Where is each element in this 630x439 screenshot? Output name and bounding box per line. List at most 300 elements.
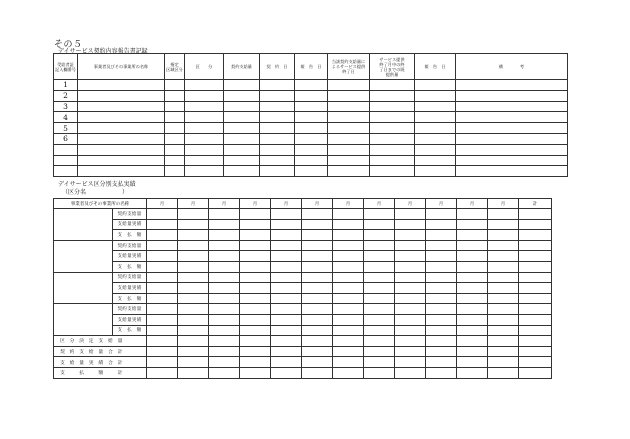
amount-cell[interactable] [457, 314, 488, 325]
amount-cell[interactable] [209, 314, 240, 325]
amount-cell[interactable] [426, 357, 457, 368]
table-cell[interactable] [78, 101, 165, 112]
table-cell[interactable] [165, 133, 185, 144]
amount-cell[interactable] [333, 346, 364, 357]
amount-cell[interactable] [519, 346, 552, 357]
amount-cell[interactable] [519, 209, 552, 220]
table-cell[interactable] [185, 155, 224, 166]
amount-cell[interactable] [519, 283, 552, 294]
table-cell[interactable] [295, 144, 328, 155]
amount-cell[interactable] [488, 283, 519, 294]
amount-cell[interactable] [178, 251, 209, 262]
amount-cell[interactable] [302, 357, 333, 368]
amount-cell[interactable] [178, 357, 209, 368]
amount-cell[interactable] [240, 336, 271, 347]
amount-cell[interactable] [457, 346, 488, 357]
table-cell[interactable] [295, 90, 328, 101]
amount-cell[interactable] [178, 293, 209, 304]
table-cell[interactable] [370, 144, 415, 155]
amount-cell[interactable] [488, 272, 519, 283]
amount-cell[interactable] [209, 283, 240, 294]
amount-cell[interactable] [426, 240, 457, 251]
amount-cell[interactable] [426, 251, 457, 262]
amount-cell[interactable] [240, 230, 271, 241]
amount-cell[interactable] [395, 209, 426, 220]
amount-cell[interactable] [209, 357, 240, 368]
table-cell[interactable] [370, 90, 415, 101]
amount-cell[interactable] [178, 304, 209, 315]
amount-cell[interactable] [271, 367, 302, 378]
table-cell[interactable] [78, 166, 165, 177]
table-cell[interactable] [456, 133, 568, 144]
amount-cell[interactable] [209, 272, 240, 283]
amount-cell[interactable] [488, 346, 519, 357]
table-cell[interactable] [260, 155, 295, 166]
table-cell[interactable] [370, 155, 415, 166]
amount-cell[interactable] [271, 251, 302, 262]
amount-cell[interactable] [488, 251, 519, 262]
amount-cell[interactable] [457, 304, 488, 315]
amount-cell[interactable] [426, 209, 457, 220]
amount-cell[interactable] [147, 357, 178, 368]
amount-cell[interactable] [271, 357, 302, 368]
table-cell[interactable] [224, 112, 260, 123]
amount-cell[interactable] [488, 304, 519, 315]
amount-cell[interactable] [426, 346, 457, 357]
amount-cell[interactable] [519, 293, 552, 304]
table-cell[interactable] [185, 133, 224, 144]
amount-cell[interactable] [395, 251, 426, 262]
amount-cell[interactable] [457, 357, 488, 368]
amount-cell[interactable] [488, 230, 519, 241]
amount-cell[interactable] [147, 283, 178, 294]
amount-cell[interactable] [271, 293, 302, 304]
table-cell[interactable] [456, 144, 568, 155]
amount-cell[interactable] [333, 261, 364, 272]
table-cell[interactable] [185, 90, 224, 101]
amount-cell[interactable] [364, 230, 395, 241]
table-cell[interactable] [224, 144, 260, 155]
amount-cell[interactable] [426, 283, 457, 294]
table-cell[interactable] [78, 144, 165, 155]
amount-cell[interactable] [333, 304, 364, 315]
amount-cell[interactable] [364, 251, 395, 262]
amount-cell[interactable] [240, 283, 271, 294]
amount-cell[interactable] [302, 336, 333, 347]
amount-cell[interactable] [488, 336, 519, 347]
table-cell[interactable] [224, 123, 260, 134]
table-cell[interactable] [78, 112, 165, 123]
amount-cell[interactable] [302, 261, 333, 272]
table-cell[interactable] [224, 166, 260, 177]
amount-cell[interactable] [302, 230, 333, 241]
table-cell[interactable] [328, 144, 370, 155]
amount-cell[interactable] [333, 314, 364, 325]
amount-cell[interactable] [271, 314, 302, 325]
table-cell[interactable] [328, 166, 370, 177]
table-cell[interactable] [260, 133, 295, 144]
table-cell[interactable] [328, 112, 370, 123]
amount-cell[interactable] [302, 272, 333, 283]
provider-name-cell[interactable] [54, 272, 113, 304]
amount-cell[interactable] [302, 314, 333, 325]
amount-cell[interactable] [209, 261, 240, 272]
amount-cell[interactable] [519, 336, 552, 347]
table-cell[interactable] [78, 155, 165, 166]
table-cell[interactable] [165, 123, 185, 134]
amount-cell[interactable] [426, 304, 457, 315]
table-cell[interactable] [78, 133, 165, 144]
amount-cell[interactable] [240, 272, 271, 283]
amount-cell[interactable] [488, 261, 519, 272]
amount-cell[interactable] [178, 314, 209, 325]
table-cell[interactable] [328, 133, 370, 144]
table-cell[interactable] [260, 101, 295, 112]
table-cell[interactable] [224, 133, 260, 144]
amount-cell[interactable] [395, 357, 426, 368]
table-cell[interactable] [185, 112, 224, 123]
amount-cell[interactable] [364, 336, 395, 347]
table-cell[interactable] [295, 155, 328, 166]
amount-cell[interactable] [240, 367, 271, 378]
amount-cell[interactable] [271, 272, 302, 283]
amount-cell[interactable] [271, 219, 302, 230]
amount-cell[interactable] [333, 230, 364, 241]
amount-cell[interactable] [240, 346, 271, 357]
amount-cell[interactable] [395, 219, 426, 230]
amount-cell[interactable] [271, 283, 302, 294]
amount-cell[interactable] [271, 346, 302, 357]
amount-cell[interactable] [240, 293, 271, 304]
amount-cell[interactable] [457, 251, 488, 262]
amount-cell[interactable] [519, 272, 552, 283]
table-cell[interactable] [328, 90, 370, 101]
amount-cell[interactable] [457, 336, 488, 347]
amount-cell[interactable] [457, 367, 488, 378]
table-cell[interactable] [260, 166, 295, 177]
amount-cell[interactable] [178, 346, 209, 357]
provider-name-cell[interactable] [54, 304, 113, 336]
amount-cell[interactable] [333, 367, 364, 378]
amount-cell[interactable] [178, 336, 209, 347]
amount-cell[interactable] [240, 261, 271, 272]
table-cell[interactable] [456, 123, 568, 134]
amount-cell[interactable] [395, 336, 426, 347]
table-cell[interactable] [415, 155, 456, 166]
amount-cell[interactable] [333, 272, 364, 283]
amount-cell[interactable] [457, 240, 488, 251]
table-cell[interactable] [370, 112, 415, 123]
amount-cell[interactable] [364, 357, 395, 368]
amount-cell[interactable] [364, 261, 395, 272]
amount-cell[interactable] [147, 272, 178, 283]
amount-cell[interactable] [395, 367, 426, 378]
amount-cell[interactable] [333, 357, 364, 368]
amount-cell[interactable] [426, 314, 457, 325]
amount-cell[interactable] [457, 230, 488, 241]
amount-cell[interactable] [178, 209, 209, 220]
table-cell[interactable] [260, 80, 295, 91]
table-cell[interactable] [185, 80, 224, 91]
table-cell[interactable] [260, 112, 295, 123]
table-cell[interactable] [165, 166, 185, 177]
amount-cell[interactable] [333, 336, 364, 347]
amount-cell[interactable] [457, 272, 488, 283]
amount-cell[interactable] [519, 240, 552, 251]
amount-cell[interactable] [178, 230, 209, 241]
table-cell[interactable] [415, 112, 456, 123]
amount-cell[interactable] [488, 314, 519, 325]
table-cell[interactable] [165, 155, 185, 166]
amount-cell[interactable] [302, 367, 333, 378]
amount-cell[interactable] [333, 325, 364, 336]
amount-cell[interactable] [302, 240, 333, 251]
amount-cell[interactable] [364, 283, 395, 294]
table-cell[interactable] [165, 90, 185, 101]
amount-cell[interactable] [209, 209, 240, 220]
amount-cell[interactable] [333, 251, 364, 262]
amount-cell[interactable] [426, 261, 457, 272]
table-cell[interactable] [370, 166, 415, 177]
amount-cell[interactable] [395, 314, 426, 325]
amount-cell[interactable] [302, 325, 333, 336]
table-cell[interactable] [328, 155, 370, 166]
table-cell[interactable] [185, 101, 224, 112]
amount-cell[interactable] [333, 219, 364, 230]
table-cell[interactable] [295, 101, 328, 112]
amount-cell[interactable] [302, 283, 333, 294]
amount-cell[interactable] [147, 240, 178, 251]
table-cell[interactable] [415, 166, 456, 177]
table-cell[interactable] [78, 80, 165, 91]
amount-cell[interactable] [488, 367, 519, 378]
amount-cell[interactable] [240, 304, 271, 315]
table-cell[interactable] [224, 90, 260, 101]
amount-cell[interactable] [271, 230, 302, 241]
amount-cell[interactable] [364, 304, 395, 315]
table-cell[interactable] [78, 123, 165, 134]
amount-cell[interactable] [426, 293, 457, 304]
table-cell[interactable] [415, 144, 456, 155]
amount-cell[interactable] [302, 346, 333, 357]
amount-cell[interactable] [395, 293, 426, 304]
amount-cell[interactable] [240, 209, 271, 220]
amount-cell[interactable] [364, 219, 395, 230]
table-cell[interactable] [165, 144, 185, 155]
amount-cell[interactable] [240, 314, 271, 325]
amount-cell[interactable] [364, 272, 395, 283]
amount-cell[interactable] [519, 304, 552, 315]
amount-cell[interactable] [147, 219, 178, 230]
table-cell[interactable] [456, 101, 568, 112]
amount-cell[interactable] [457, 219, 488, 230]
amount-cell[interactable] [457, 283, 488, 294]
amount-cell[interactable] [209, 219, 240, 230]
table-cell[interactable] [328, 101, 370, 112]
table-cell[interactable] [78, 90, 165, 101]
table-cell[interactable] [370, 101, 415, 112]
amount-cell[interactable] [147, 336, 178, 347]
table-cell[interactable] [185, 166, 224, 177]
amount-cell[interactable] [271, 304, 302, 315]
amount-cell[interactable] [457, 209, 488, 220]
amount-cell[interactable] [364, 325, 395, 336]
amount-cell[interactable] [147, 293, 178, 304]
table-cell[interactable] [224, 155, 260, 166]
amount-cell[interactable] [333, 283, 364, 294]
amount-cell[interactable] [271, 336, 302, 347]
amount-cell[interactable] [302, 219, 333, 230]
amount-cell[interactable] [519, 230, 552, 241]
amount-cell[interactable] [364, 293, 395, 304]
amount-cell[interactable] [209, 304, 240, 315]
amount-cell[interactable] [178, 283, 209, 294]
amount-cell[interactable] [519, 261, 552, 272]
amount-cell[interactable] [519, 314, 552, 325]
table-cell[interactable] [295, 133, 328, 144]
amount-cell[interactable] [395, 272, 426, 283]
amount-cell[interactable] [271, 209, 302, 220]
table-cell[interactable] [295, 112, 328, 123]
amount-cell[interactable] [147, 209, 178, 220]
amount-cell[interactable] [178, 219, 209, 230]
amount-cell[interactable] [178, 240, 209, 251]
amount-cell[interactable] [209, 230, 240, 241]
table-cell[interactable] [415, 90, 456, 101]
amount-cell[interactable] [302, 251, 333, 262]
amount-cell[interactable] [147, 251, 178, 262]
table-cell[interactable] [456, 90, 568, 101]
amount-cell[interactable] [240, 240, 271, 251]
amount-cell[interactable] [519, 357, 552, 368]
amount-cell[interactable] [178, 261, 209, 272]
amount-cell[interactable] [364, 314, 395, 325]
provider-name-cell[interactable] [54, 209, 113, 241]
amount-cell[interactable] [147, 346, 178, 357]
amount-cell[interactable] [426, 230, 457, 241]
amount-cell[interactable] [240, 357, 271, 368]
table-cell[interactable] [370, 123, 415, 134]
table-cell[interactable] [165, 112, 185, 123]
table-cell[interactable] [456, 112, 568, 123]
amount-cell[interactable] [302, 293, 333, 304]
amount-cell[interactable] [426, 219, 457, 230]
table-cell[interactable] [165, 80, 185, 91]
amount-cell[interactable] [457, 293, 488, 304]
amount-cell[interactable] [426, 325, 457, 336]
table-cell[interactable] [295, 80, 328, 91]
amount-cell[interactable] [333, 209, 364, 220]
amount-cell[interactable] [240, 325, 271, 336]
amount-cell[interactable] [488, 219, 519, 230]
amount-cell[interactable] [364, 346, 395, 357]
amount-cell[interactable] [395, 261, 426, 272]
amount-cell[interactable] [519, 251, 552, 262]
amount-cell[interactable] [519, 367, 552, 378]
amount-cell[interactable] [488, 209, 519, 220]
amount-cell[interactable] [333, 240, 364, 251]
amount-cell[interactable] [240, 219, 271, 230]
amount-cell[interactable] [147, 230, 178, 241]
table-cell[interactable] [185, 123, 224, 134]
table-cell[interactable] [370, 133, 415, 144]
amount-cell[interactable] [209, 293, 240, 304]
amount-cell[interactable] [302, 209, 333, 220]
amount-cell[interactable] [519, 219, 552, 230]
table-cell[interactable] [295, 123, 328, 134]
amount-cell[interactable] [271, 261, 302, 272]
amount-cell[interactable] [395, 240, 426, 251]
amount-cell[interactable] [209, 367, 240, 378]
amount-cell[interactable] [395, 230, 426, 241]
table-cell[interactable] [224, 101, 260, 112]
table-cell[interactable] [185, 144, 224, 155]
amount-cell[interactable] [333, 293, 364, 304]
table-cell[interactable] [415, 133, 456, 144]
amount-cell[interactable] [178, 367, 209, 378]
amount-cell[interactable] [209, 325, 240, 336]
amount-cell[interactable] [395, 346, 426, 357]
table-cell[interactable] [415, 101, 456, 112]
table-cell[interactable] [165, 101, 185, 112]
table-cell[interactable] [456, 80, 568, 91]
amount-cell[interactable] [271, 325, 302, 336]
amount-cell[interactable] [395, 304, 426, 315]
amount-cell[interactable] [209, 346, 240, 357]
table-cell[interactable] [456, 166, 568, 177]
amount-cell[interactable] [147, 304, 178, 315]
amount-cell[interactable] [178, 325, 209, 336]
amount-cell[interactable] [364, 209, 395, 220]
amount-cell[interactable] [426, 336, 457, 347]
table-cell[interactable] [328, 80, 370, 91]
table-cell[interactable] [260, 144, 295, 155]
amount-cell[interactable] [302, 304, 333, 315]
table-cell[interactable] [260, 123, 295, 134]
table-cell[interactable] [415, 80, 456, 91]
table-cell[interactable] [415, 123, 456, 134]
amount-cell[interactable] [364, 367, 395, 378]
amount-cell[interactable] [488, 357, 519, 368]
amount-cell[interactable] [426, 367, 457, 378]
amount-cell[interactable] [240, 251, 271, 262]
provider-name-cell[interactable] [54, 240, 113, 272]
amount-cell[interactable] [457, 325, 488, 336]
table-cell[interactable] [295, 166, 328, 177]
amount-cell[interactable] [395, 283, 426, 294]
table-cell[interactable] [260, 90, 295, 101]
amount-cell[interactable] [178, 272, 209, 283]
amount-cell[interactable] [209, 240, 240, 251]
amount-cell[interactable] [147, 367, 178, 378]
table-cell[interactable] [224, 80, 260, 91]
table-cell[interactable] [370, 80, 415, 91]
amount-cell[interactable] [147, 325, 178, 336]
table-cell[interactable] [456, 155, 568, 166]
amount-cell[interactable] [488, 325, 519, 336]
amount-cell[interactable] [519, 325, 552, 336]
amount-cell[interactable] [209, 336, 240, 347]
amount-cell[interactable] [271, 240, 302, 251]
amount-cell[interactable] [364, 240, 395, 251]
amount-cell[interactable] [147, 314, 178, 325]
amount-cell[interactable] [488, 240, 519, 251]
amount-cell[interactable] [457, 261, 488, 272]
amount-cell[interactable] [395, 325, 426, 336]
table-cell[interactable] [328, 123, 370, 134]
amount-cell[interactable] [147, 261, 178, 272]
amount-cell[interactable] [488, 293, 519, 304]
